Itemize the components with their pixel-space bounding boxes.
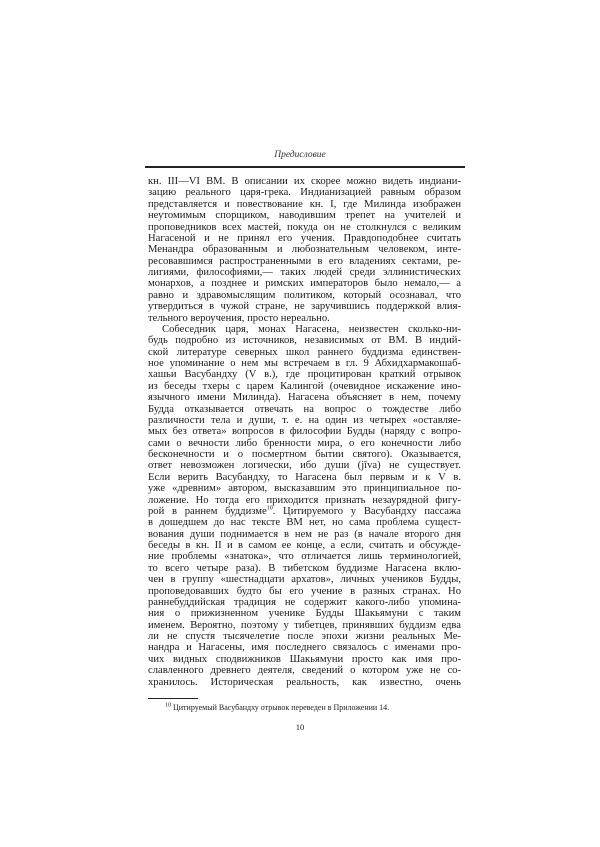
text-line: беседы в кн. II и в самом ее конце, а если, считать и обсужде-	[148, 540, 461, 551]
text-line: чих видных сподвижников Шакьямуни просто как имя про-	[148, 653, 461, 665]
text-line: кн. III—VI ВМ. В описании их скорее можно видеть индиани-	[148, 176, 461, 187]
text-line: ния о прижизненном ученике Будды Шакьямуни с таким	[148, 608, 461, 620]
text-fragment: . Цитируемого у Васубандху пассажа	[272, 505, 461, 517]
text-line: проповедовавших будто бы его учение в разных странах. Но	[148, 585, 461, 597]
text-line: славленного древнего деятеля, сведений о котором уже не со-	[148, 665, 461, 677]
text-line: различности тела и души, т. е. на один из четырех «оставляе-	[148, 414, 461, 426]
footnote-mark: 10	[165, 702, 171, 709]
text-line: ное упоминание о нем мы встречаем в гл. 9 Абхидхармакошаб-	[148, 358, 461, 369]
text-line: представляется и повествование кн. I, где Милинда изображен	[148, 198, 461, 210]
text-line: чен в группу «шестнадцати архатов», личных учеников Будды,	[148, 574, 461, 586]
text-line: ли не спустя тысячелетие после эпохи жизни реальных Ме-	[148, 631, 461, 642]
text-line: уже «древним» автором, высказавшим это принципиальное по-	[148, 483, 461, 495]
text-line: мых без ответа» вопросов в философии Будды (наряду с вопро-	[148, 426, 461, 438]
text-line: тельного вероучения, просто нереально.	[148, 312, 330, 324]
text-line: ответ невозможен логически, ибо души (jīva) не существует.	[148, 460, 461, 472]
text-line: раннебуддийская традиция не содержит какого-либо упомина-	[148, 596, 461, 608]
text-line: Менандра образованным и любознательным человеком, инте-	[148, 244, 461, 256]
text-line: хранилось. Историческая реальность, как известно, очень	[148, 676, 461, 688]
text-line: ложение. Но тогда его приходится признать незаурядной фигу-	[148, 494, 461, 506]
text-line: сами о вечности либо бренности мира, о его конечности либо	[148, 437, 461, 449]
text-line: из беседы тхеры с царем Калингой (очевидное искажение ино-	[148, 380, 461, 392]
text-line: хашьи Васубандху (V в.), где процитирован краткий отрывок	[148, 369, 461, 381]
text-line: монархов, а позднее и римских императоров было немало,— а	[148, 278, 461, 290]
footnote	[165, 703, 389, 713]
footnote-reference[interactable]: 10	[266, 505, 273, 512]
text-line-with-footnote	[148, 506, 461, 517]
text-fragment: рой в раннем буддизме	[148, 505, 267, 517]
footnote-text: Цитируемый Васубандху отрывок переведен в Приложении 14.	[173, 703, 390, 712]
header-rule	[145, 166, 465, 168]
text-line: Будда отказывается отвечать на вопрос о тождестве либо	[148, 403, 461, 415]
text-line: в дошедшем до нас тексте ВМ нет, но сама проблема сущест-	[148, 517, 461, 529]
footnote-rule	[148, 698, 198, 699]
text-line: проповедников всех мастей, покуда он не столкнулся с великим	[148, 221, 461, 233]
text-line: ние проблемы «знатока», что отличается лишь терминологией,	[148, 551, 461, 563]
body-text	[148, 176, 461, 688]
text-line: именем. Вероятно, поэтому у тибетцев, принявших буддизм едва	[148, 619, 461, 631]
text-line: лигиями, философиями,— таких людей среди эллинистических	[148, 267, 461, 278]
text-line: то всего четыре раза). В тибетском буддизме Нагасена вклю-	[148, 562, 461, 574]
text-line: Если верить Васубандху, то Нагасена был первым и к V в.	[148, 471, 461, 483]
text-line: Собеседник царя, монах Нагасена, неизвестен сколько-ни-	[162, 323, 461, 335]
text-line: ресовавшимся распространенными в его владениях сектами, ре-	[148, 255, 461, 267]
text-line: утвердиться в чужой стране, не заручившись поддержкой влия-	[148, 301, 461, 313]
page-number: 10	[295, 722, 305, 732]
running-header: Предисловие	[274, 150, 326, 160]
text-line: Нагасеной и не принял его учения. Правдоподобнее считать	[148, 232, 461, 244]
text-line: нандра и Нагасены, имя последнего связалось с именами про-	[148, 642, 461, 654]
text-line: будь подробно из источников, независимых от ВМ. В индий-	[148, 335, 461, 347]
text-line: язычного имени Милинда). Нагасена объясняет в нем, почему	[148, 392, 461, 404]
text-line: ской литературе северных школ раннего буддизма единствен-	[148, 346, 461, 358]
text-line: зацию реального царя-грека. Индианизацией равным образом	[148, 187, 461, 199]
text-line: равно и здравомыслящим политиком, который осознавал, что	[148, 289, 461, 301]
text-line: вования души поднимается в нем не раз (в начале второго дня	[148, 528, 461, 540]
text-line: неутомимым спорщиком, наводившим трепет на учителей и	[148, 210, 461, 222]
text-line: бесконечности и о посмертном бытии святого). Оказывается,	[148, 449, 461, 460]
